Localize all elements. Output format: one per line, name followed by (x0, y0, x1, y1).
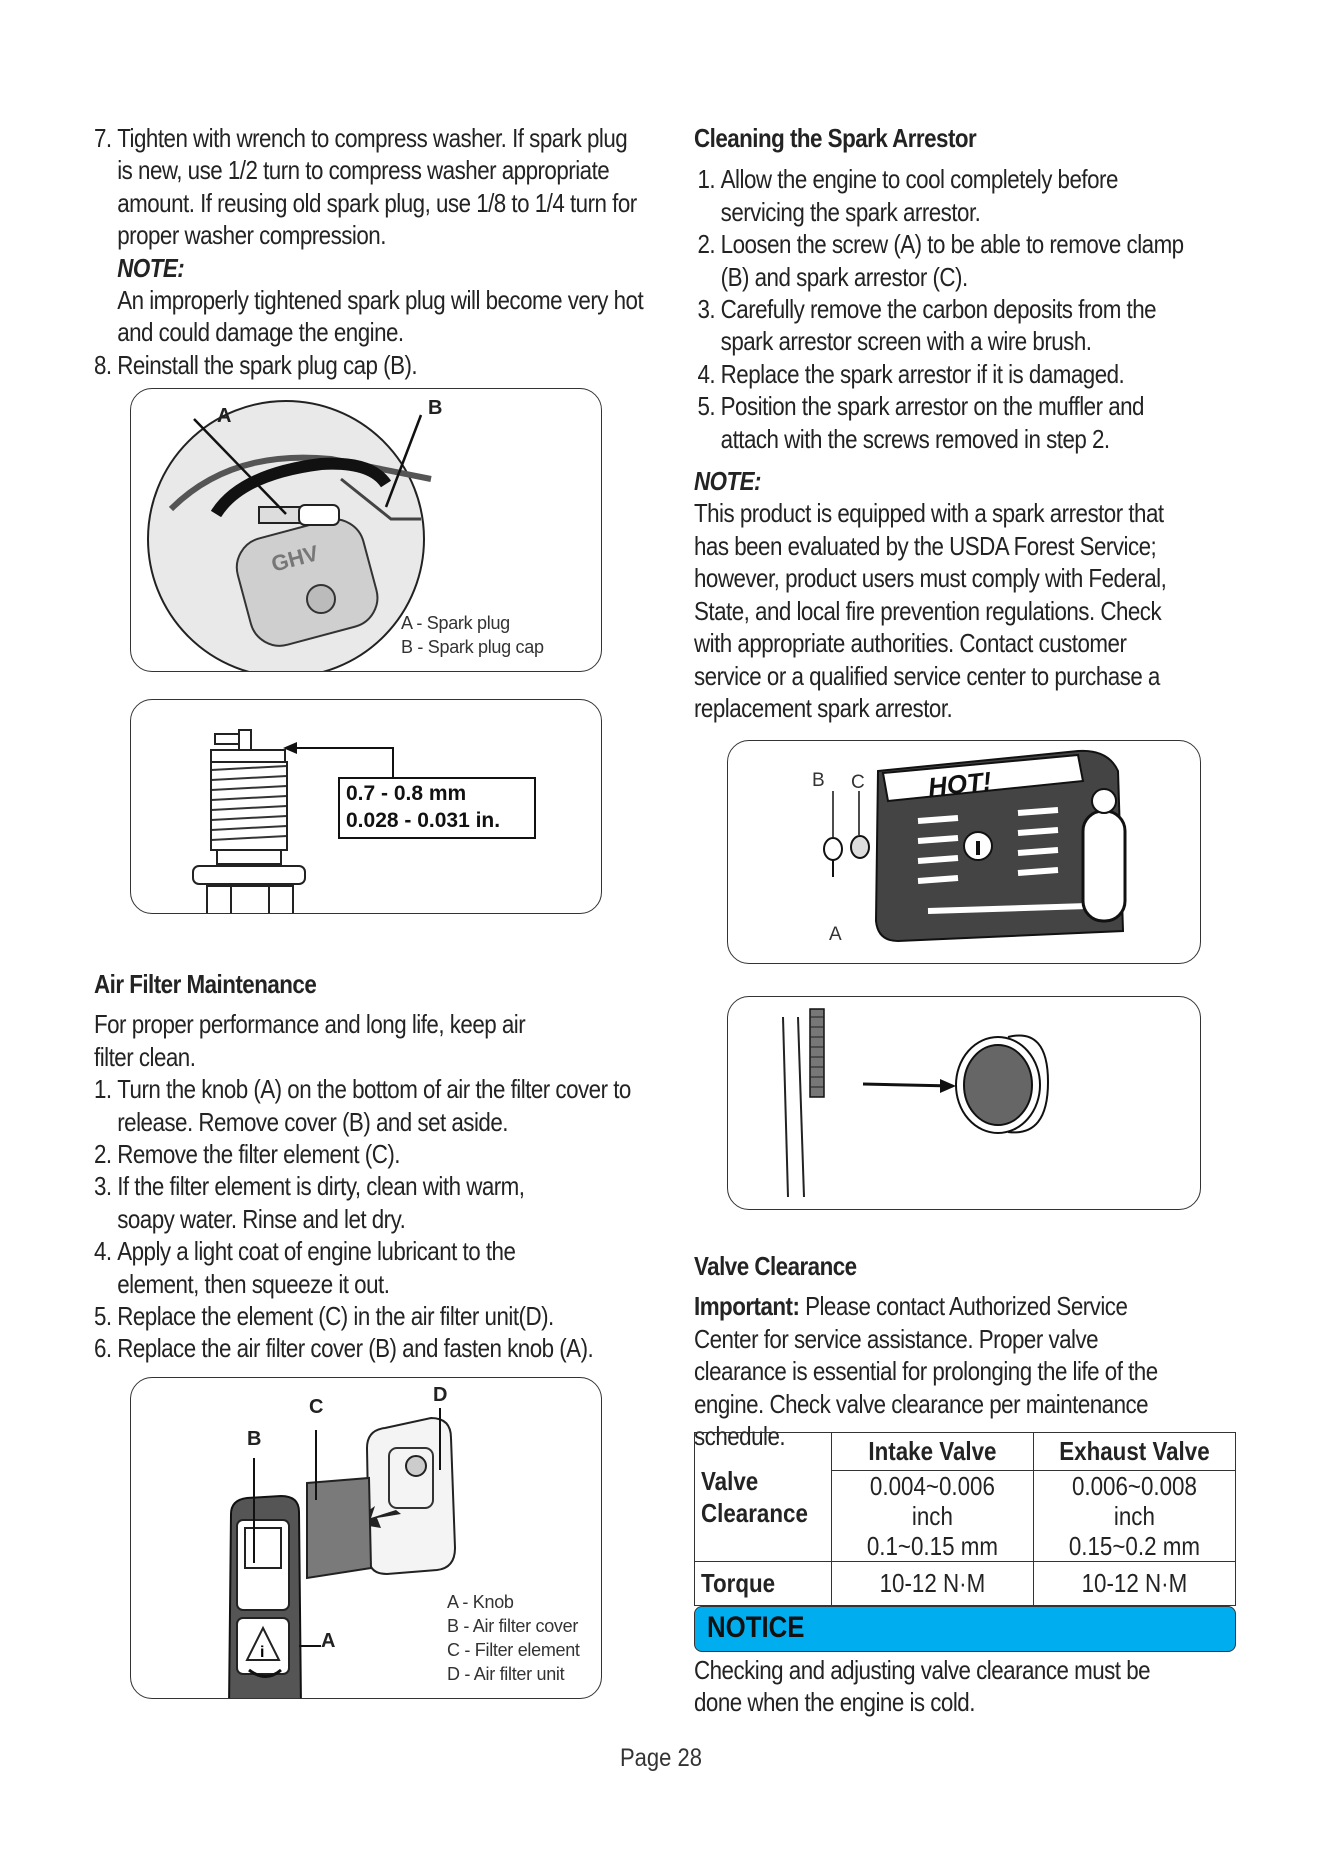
air-filter-intro: For proper performance and long life, keep air filter clean. (94, 1009, 526, 1072)
notice-banner (694, 1606, 1236, 1652)
note-label: NOTE: (117, 252, 185, 283)
step-8: 8. Reinstall the spark plug cap (B). (94, 349, 418, 380)
air-filter-step: 2. Remove the filter element (C). (94, 1139, 400, 1170)
spark-arrestor-heading: Cleaning the Spark Arrestor (694, 123, 977, 153)
svg-text:i: i (260, 1644, 265, 1661)
header-exhaust: Exhaust Valve (1034, 1433, 1236, 1471)
fig4-letter-a: A (829, 924, 842, 945)
air-filter-step: 1. Turn the knob (A) on the bottom of air the filter cover to release. Remove cover (B) and set aside. (94, 1074, 631, 1137)
fig3-legend-a: A - Knob (447, 1592, 514, 1612)
fig3-letter-c: C (309, 1396, 324, 1418)
spark-plug-engine-illustration (131, 389, 601, 671)
arrestor-step: 5. Position the spark arrestor on the muffler and attach with the screws removed in step 2. (697, 391, 1144, 454)
left-column (94, 122, 654, 381)
step-7: 7. Tighten with wrench to compress washer. If spark plug is new, use 1/2 turn to compress washer appropriate amount. If reusing old spark plug, use 1/8 to 1/4 turn for proper washer compression. (94, 123, 637, 251)
notice-body (694, 1654, 1254, 1719)
muffler-figure (727, 740, 1201, 964)
fig1-letter-b: B (428, 397, 443, 419)
wire-brush-figure (727, 996, 1201, 1210)
valve-heading: Valve Clearance (694, 1251, 857, 1281)
fig3-letter-a: A (321, 1630, 336, 1652)
air-filter-figure (130, 1377, 602, 1699)
fig3-letter-b: B (247, 1428, 262, 1450)
fig3-legend-b: B - Air filter cover (447, 1616, 579, 1636)
fig1-legend-a: A - Spark plug (401, 613, 510, 633)
fig4-letter-c: C (851, 772, 865, 793)
spark-plug-gap-figure (130, 699, 602, 914)
intake-torque: 10-12 N·M (832, 1562, 1034, 1606)
air-filter-step: 3. If the filter element is dirty, clean with warm, soapy water. Rinse and let dry. (94, 1171, 525, 1234)
hot-label: HOT! (926, 765, 993, 803)
arrestor-step: 2. Loosen the screw (A) to be able to remove clamp (B) and spark arrestor (C). (697, 229, 1184, 292)
exhaust-clearance: 0.006~0.008 inch 0.15~0.2 mm (1034, 1471, 1236, 1562)
fig3-legend-d: D - Air filter unit (447, 1664, 565, 1684)
fig3-legend-c: C - Filter element (447, 1640, 580, 1660)
arrestor-step: 4. Replace the spark arrestor if it is damaged. (697, 358, 1125, 389)
row-label-torque: Torque (695, 1562, 832, 1606)
step-8-text: Reinstall the spark plug cap (B). (117, 349, 418, 380)
row-label-clearance: Valve Clearance (695, 1433, 832, 1562)
notice-text: Checking and adjusting valve clearance must be done when the engine is cold. (694, 1655, 1151, 1718)
arrestor-step: 1. Allow the engine to cool completely before servicing the spark arrestor. (697, 164, 1118, 227)
header-intake: Intake Valve (832, 1433, 1034, 1471)
fig4-letter-b: B (812, 770, 825, 791)
intake-clearance: 0.004~0.006 inch 0.1~0.15 mm (832, 1471, 1034, 1562)
step-7-text: Tighten with wrench to compress washer. If spark plug is new, use 1/2 turn to compress washer appropriate amount. If reusing old spark plug, use 1/8 to 1/4 turn for proper washer compression. (117, 123, 637, 251)
gap-mm: 0.7 - 0.8 mm (346, 782, 467, 805)
valve-clearance-section (694, 1250, 1274, 1452)
arrestor-step: 3. Carefully remove the carbon deposits from the spark arrestor screen with a wire brush. (697, 294, 1157, 357)
notice-label: NOTICE (707, 1611, 805, 1644)
important-label: Important: (694, 1291, 800, 1322)
fig3-letter-d: D (433, 1384, 448, 1406)
spark-arrestor-section (694, 122, 1274, 724)
note-text: An improperly tightened spark plug will become very hot and could damage the engine. (117, 285, 644, 348)
air-filter-heading: Air Filter Maintenance (94, 969, 317, 999)
arrestor-note-text: This product is equipped with a spark arrestor that has been evaluated by the USDA Forest Service; however, product users must comply with Federal, State, and local fire prevention regulations. Check with appropriate authorities. Contact customer service or a qualified service center to purchase a replacement spark arrestor. (694, 498, 1167, 723)
air-filter-step: 4. Apply a light coat of engine lubricant to the element, then squeeze it out. (94, 1236, 516, 1299)
spark-plug-figure (130, 388, 602, 672)
fig1-legend-b: B - Spark plug cap (401, 637, 544, 657)
wire-brush-illustration (728, 997, 1200, 1209)
air-filter-step: 6. Replace the air filter cover (B) and fasten knob (A). (94, 1333, 594, 1364)
exhaust-torque: 10-12 N·M (1034, 1562, 1236, 1606)
air-filter-section (94, 968, 734, 1365)
valve-important (694, 1290, 1193, 1452)
arrestor-note-label: NOTE: (694, 466, 761, 497)
gap-inch: 0.028 - 0.031 in. (346, 809, 501, 832)
air-filter-step: 5. Replace the element (C) in the air filter unit(D). (94, 1301, 554, 1332)
valve-spec-table (694, 1432, 1236, 1606)
page-number: Page 28 (620, 1744, 702, 1772)
fig1-letter-a: A (217, 405, 232, 427)
svg-text:GHV: GHV (268, 540, 322, 577)
important-text: Please contact Authorized Service Center for service assistance. Proper valve clearance is essential for prolonging the life of the engine. Check valve clearance per maintenance schedule. (694, 1291, 1158, 1452)
